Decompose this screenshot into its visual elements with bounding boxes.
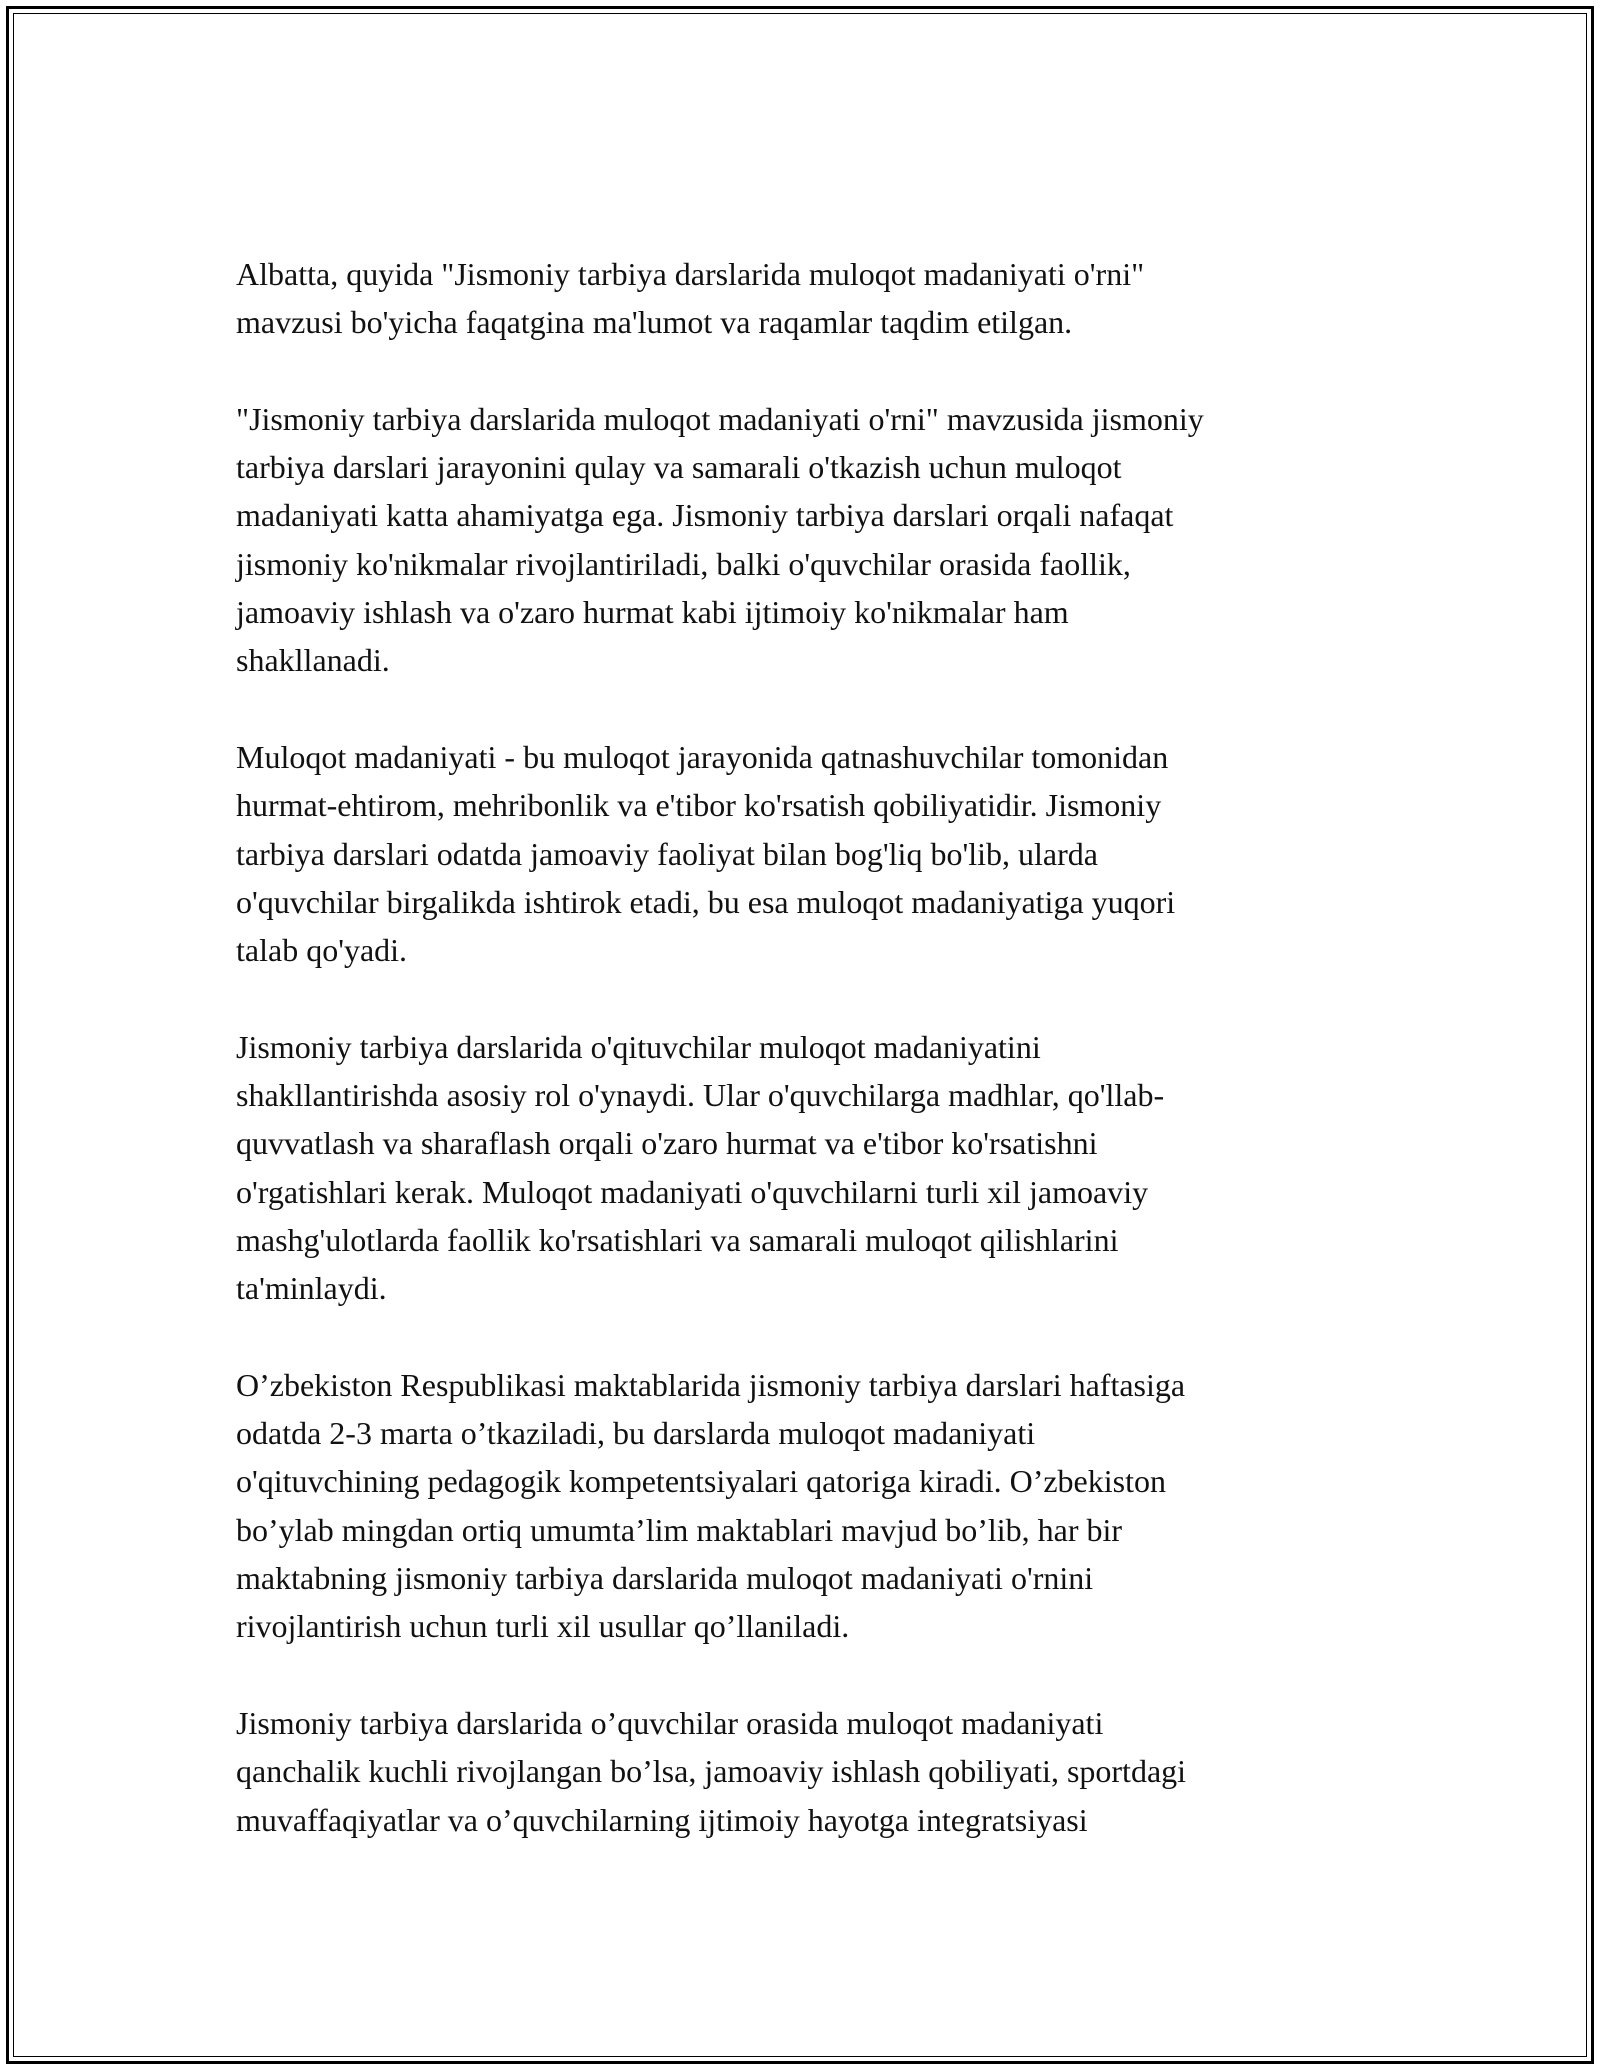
text-line: o'rgatishlari kerak. Muloqot madaniyati o'quvchilarni turli xil jamoaviy [236,1173,1149,1210]
paragraph-conclusion [236,1699,1356,1844]
text-line: maktabning jismoniy tarbiya darslarida muloqot madaniyati o'rnini [236,1560,1094,1597]
text-line: rivojlantirish uchun turli xil usullar qo’llaniladi. [236,1608,850,1645]
paragraph-teacher-role [236,1023,1356,1313]
text-line: quvvatlash va sharaflash orqali o'zaro hurmat va e'tibor ko'rsatishni [236,1125,1098,1162]
text-line: o'qituvchining pedagogik kompetentsiyalari qatoriga kiradi. O’zbekiston [236,1463,1166,1500]
text-line: Jismoniy tarbiya darslarida o’quvchilar orasida muloqot madaniyati [236,1704,1104,1741]
text-line: o'quvchilar birgalikda ishtirok etadi, bu esa muloqot madaniyatiga yuqori [236,883,1176,920]
paragraph-topic-importance [236,395,1356,685]
text-line: hurmat-ehtirom, mehribonlik va e'tibor ko'rsatish qobiliyatidir. Jismoniy [236,787,1162,824]
text-line: tarbiya darslari jarayonini qulay va samarali o'tkazish uchun muloqot [236,449,1122,486]
text-line: mashg'ulotlarda faollik ko'rsatishlari va samarali muloqot qilishlarini [236,1221,1119,1258]
paragraph-intro [236,250,1356,347]
paragraph-definition [236,733,1356,974]
text-line: shakllantirishda asosiy rol o'ynaydi. Ular o'quvchilarga madhlar, qo'llab- [236,1077,1165,1114]
document-body [236,250,1356,1892]
text-line: jismoniy ko'nikmalar rivojlantiriladi, balki o'quvchilar orasida faollik, [236,545,1131,582]
text-line: jamoaviy ishlash va o'zaro hurmat kabi ijtimoiy ko'nikmalar ham [236,594,1069,631]
text-line: talab qo'yadi. [236,932,408,969]
text-line: qanchalik kuchli rivojlangan bo’lsa, jamoaviy ishlash qobiliyati, sportdagi [236,1753,1187,1790]
text-line: bo’ylab mingdan ortiq umumta’lim maktablari mavjud bo’lib, har bir [236,1511,1123,1548]
text-line: tarbiya darslari odatda jamoaviy faoliyat bilan bog'liq bo'lib, ularda [236,835,1098,872]
text-line: shakllanadi. [236,642,390,679]
text-line: madaniyati katta ahamiyatga ega. Jismoniy tarbiya darslari orqali nafaqat [236,497,1174,534]
text-line: odatda 2-3 marta o’tkaziladi, bu darslarda muloqot madaniyati [236,1415,1036,1452]
text-line: Muloqot madaniyati - bu muloqot jarayonida qatnashuvchilar tomonidan [236,738,1169,775]
text-line: Albatta, quyida "Jismoniy tarbiya darslarida muloqot madaniyati o'rni" [236,256,1145,292]
paragraph-uzbekistan-schools [236,1361,1356,1651]
text-line: "Jismoniy tarbiya darslarida muloqot madaniyati o'rni" mavzusida jismoniy [236,400,1204,437]
text-line: Jismoniy tarbiya darslarida o'qituvchilar muloqot madaniyatini [236,1028,1041,1065]
text-line: O’zbekiston Respublikasi maktablarida jismoniy tarbiya darslari haftasiga [236,1366,1186,1403]
text-line: muvaffaqiyatlar va o’quvchilarning ijtimoiy hayotga integratsiyasi [236,1801,1088,1838]
text-line: mavzusi bo'yicha faqatgina ma'lumot va raqamlar taqdim etilgan. [236,304,1073,341]
text-line: ta'minlaydi. [236,1270,387,1307]
